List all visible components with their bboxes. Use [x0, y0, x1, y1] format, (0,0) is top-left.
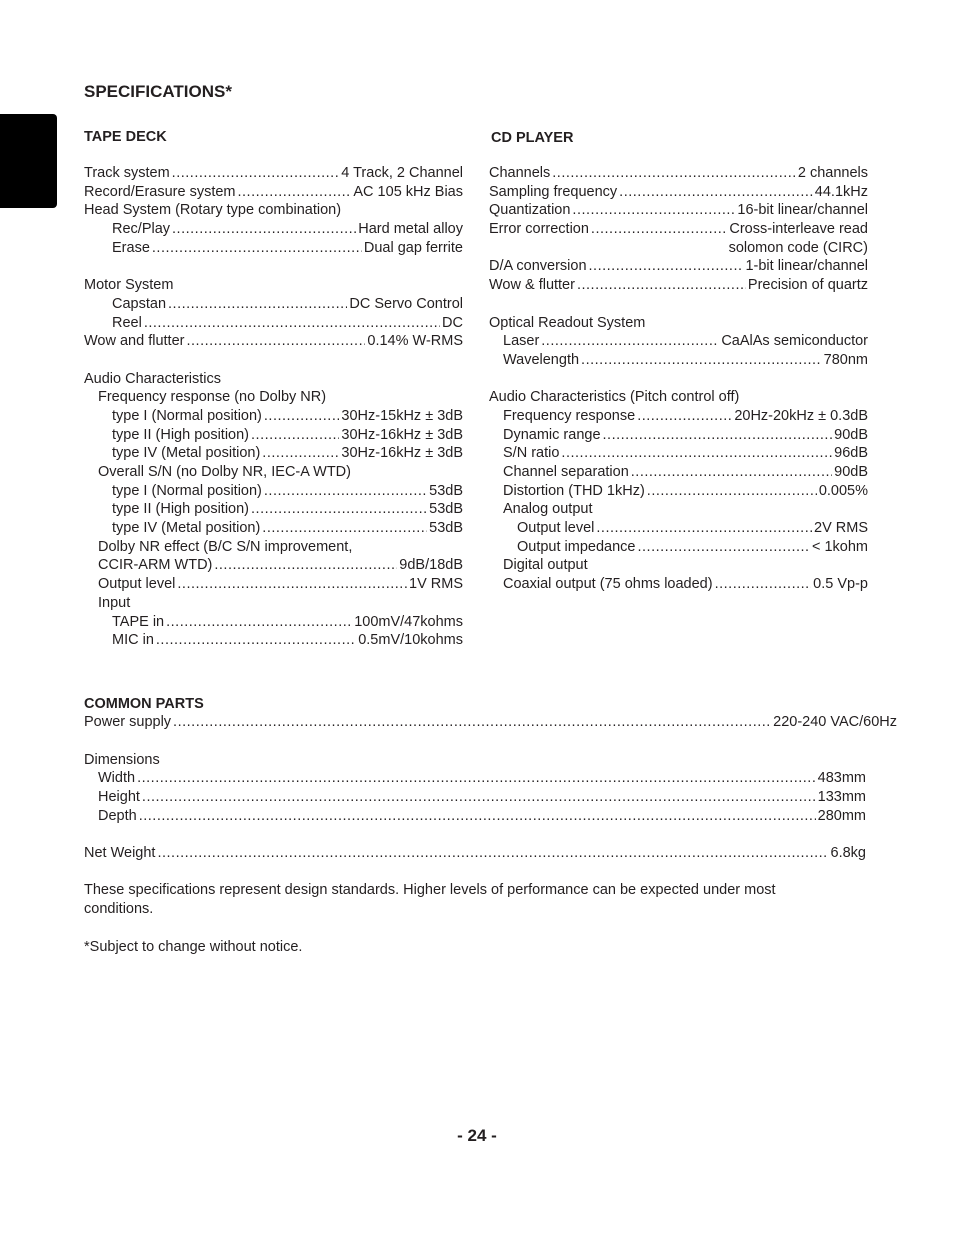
spec-label: Dimensions — [84, 751, 160, 768]
leader-dots — [715, 575, 812, 594]
spec-value: 1V RMS — [409, 576, 463, 593]
spec-row — [489, 220, 868, 239]
spec-label: type IV (Metal position) — [112, 520, 261, 537]
page-number: - 24 - — [457, 1126, 497, 1145]
spec-value: 0.14% W-RMS — [367, 333, 463, 350]
spec-value: 280mm — [817, 807, 866, 824]
leader-dots — [262, 519, 427, 538]
spec-row — [84, 388, 463, 407]
leader-dots — [561, 444, 832, 463]
leader-dots — [172, 220, 356, 239]
spec-row — [489, 407, 868, 426]
spec-value: solomon code (CIRC) — [728, 239, 868, 256]
spec-label: Dolby NR effect (B/C S/N improvement, — [98, 538, 353, 555]
spec-row — [84, 732, 866, 751]
spec-value: DC — [442, 314, 463, 331]
spec-row — [84, 183, 463, 202]
spec-row — [84, 257, 463, 276]
spec-row — [84, 769, 866, 788]
spec-row — [84, 220, 463, 239]
spec-value: 6.8kg — [830, 845, 866, 862]
spec-label: Analog output — [503, 501, 593, 518]
spec-row — [84, 239, 463, 258]
spec-row — [84, 751, 866, 770]
spec-row — [84, 594, 463, 613]
page-title: SPECIFICATIONS* — [84, 82, 232, 101]
leader-dots — [577, 276, 746, 295]
spec-label: Input — [98, 594, 131, 611]
spec-row — [84, 201, 463, 220]
spec-value: 133mm — [817, 789, 866, 806]
leader-dots — [591, 220, 727, 239]
leader-dots — [238, 183, 352, 202]
spec-row — [489, 276, 868, 295]
leader-dots — [251, 500, 427, 519]
spec-label: Record/Erasure system — [84, 183, 236, 200]
spec-row — [84, 370, 463, 389]
spec-label: Output impedance — [517, 538, 636, 555]
spec-row — [84, 500, 463, 519]
spec-value: 90dB — [834, 426, 868, 443]
leader-dots — [603, 426, 833, 445]
leader-dots — [264, 407, 340, 426]
spec-label: Motor System — [84, 277, 174, 294]
spec-label: Frequency response — [503, 407, 636, 424]
spec-row — [489, 556, 868, 575]
leader-dots — [156, 631, 356, 650]
spec-value: < 1kohm — [811, 538, 868, 555]
spec-value: 53dB — [429, 520, 463, 537]
spec-label: type II (High position) — [112, 426, 250, 443]
spec-value: CaAlAs semiconductor — [721, 333, 868, 350]
leader-dots — [186, 332, 365, 351]
spec-label: CCIR-ARM WTD) — [98, 557, 213, 574]
spec-label: Net Weight — [84, 845, 156, 862]
tape-deck-specs — [84, 164, 463, 650]
spec-value: Precision of quartz — [747, 277, 868, 294]
spec-label: Wavelength — [503, 351, 580, 368]
spec-row — [489, 351, 868, 370]
spec-row — [84, 631, 463, 650]
leader-dots — [631, 463, 832, 482]
spec-label: Laser — [503, 333, 540, 350]
spec-value: 0.005% — [818, 482, 868, 499]
leader-dots — [596, 519, 812, 538]
spec-row — [489, 201, 868, 220]
spec-row — [84, 556, 463, 575]
cd-player-specs — [489, 164, 868, 594]
spec-row — [489, 519, 868, 538]
spec-label: Wow and flutter — [84, 333, 185, 350]
spec-row — [84, 788, 866, 807]
spec-value: 2V RMS — [814, 520, 868, 537]
leader-dots — [647, 482, 817, 501]
spec-value: 0.5 Vp-p — [813, 576, 868, 593]
leader-dots — [139, 807, 816, 826]
spec-row — [84, 164, 463, 183]
spec-label: Overall S/N (no Dolby NR, IEC-A WTD) — [98, 464, 351, 480]
leader-dots — [581, 351, 822, 370]
spec-label: type II (High position) — [112, 501, 250, 518]
design-standards-note: These specifications represent design standards. Higher levels of performance can be expected under most conditions. — [84, 882, 776, 917]
spec-row — [489, 314, 868, 333]
leader-dots — [589, 257, 744, 276]
spec-value: 1-bit linear/channel — [745, 258, 868, 275]
spec-row — [489, 426, 868, 445]
spec-row — [84, 807, 866, 826]
spec-value: 9dB/18dB — [399, 557, 463, 574]
section-tab — [0, 114, 57, 208]
spec-value: 30Hz-16kHz ± 3dB — [341, 426, 463, 443]
spec-row — [84, 613, 463, 632]
spec-value: 20Hz-20kHz ± 0.3dB — [734, 407, 868, 424]
spec-value: 53dB — [429, 482, 463, 499]
spec-row — [489, 183, 868, 202]
spec-row — [489, 388, 868, 407]
spec-row — [84, 844, 866, 863]
spec-value: 53dB — [429, 501, 463, 518]
spec-label: Audio Characteristics (Pitch control off) — [489, 389, 740, 406]
spec-value: 30Hz-16kHz ± 3dB — [341, 445, 463, 462]
spec-row — [84, 575, 463, 594]
leader-dots — [619, 183, 813, 202]
spec-row — [84, 276, 463, 295]
spec-label: Power supply — [84, 714, 172, 730]
spec-label: TAPE in — [112, 613, 165, 630]
spec-value: Dual gap ferrite — [363, 239, 463, 256]
cd-player-heading: CD PLAYER — [491, 130, 574, 146]
spec-row — [84, 295, 463, 314]
spec-value: DC Servo Control — [349, 295, 463, 312]
spec-label: Track system — [84, 165, 170, 181]
spec-row — [489, 575, 868, 594]
spec-label: Error correction — [489, 221, 589, 238]
common-parts-specs — [84, 732, 866, 863]
spec-label: Audio Characteristics — [84, 370, 221, 387]
leader-dots — [541, 332, 719, 351]
spec-label: Optical Readout System — [489, 314, 646, 331]
leader-dots — [144, 314, 440, 333]
leader-dots — [152, 239, 362, 258]
spec-row — [489, 332, 868, 351]
spec-row — [84, 713, 897, 732]
leader-dots — [166, 613, 352, 632]
spec-value: 100mV/47kohms — [354, 613, 463, 630]
spec-row — [489, 257, 868, 276]
spec-label: Output level — [98, 576, 176, 593]
spec-label: S/N ratio — [503, 445, 560, 462]
spec-row — [84, 482, 463, 501]
spec-row — [84, 444, 463, 463]
spec-label: MIC in — [112, 632, 154, 649]
spec-value: 483mm — [817, 770, 866, 787]
spec-row — [489, 239, 868, 258]
spec-row — [84, 351, 463, 370]
spec-label: Width — [98, 770, 136, 787]
spec-label: Height — [98, 789, 140, 806]
spec-value: 4 Track, 2 Channel — [341, 165, 463, 181]
spec-label: Dynamic range — [503, 426, 601, 443]
spec-row — [84, 314, 463, 333]
spec-value: 0.5mV/10kohms — [358, 632, 463, 649]
spec-row — [84, 332, 463, 351]
spec-value: 16-bit linear/channel — [737, 202, 868, 219]
power-supply-spec — [84, 713, 897, 732]
spec-value: 90dB — [834, 464, 868, 480]
leader-dots — [214, 556, 397, 575]
spec-label: Digital output — [503, 557, 588, 574]
leader-dots — [142, 788, 816, 807]
leader-dots — [264, 482, 427, 501]
spec-row — [489, 444, 868, 463]
leader-dots — [137, 769, 816, 788]
footnote: *Subject to change without notice. — [84, 939, 303, 955]
spec-row — [84, 426, 463, 445]
leader-dots — [173, 713, 771, 732]
spec-row — [84, 538, 463, 557]
common-parts-heading: COMMON PARTS — [84, 696, 204, 712]
spec-label: Head System (Rotary type combination) — [84, 202, 342, 219]
spec-row — [84, 519, 463, 538]
leader-dots — [637, 407, 732, 426]
spec-row — [489, 463, 868, 482]
spec-value: 44.1kHz — [814, 183, 868, 200]
spec-label: Coaxial output (75 ohms loaded) — [503, 576, 713, 593]
spec-row — [489, 538, 868, 557]
spec-row — [489, 164, 868, 183]
spec-label: Quantization — [489, 202, 571, 219]
leader-dots — [168, 295, 347, 314]
spec-row — [489, 370, 868, 389]
spec-row — [84, 825, 866, 844]
leader-dots — [572, 201, 735, 220]
tape-deck-heading: TAPE DECK — [84, 129, 167, 145]
spec-label: D/A conversion — [489, 258, 587, 275]
spec-label: Sampling frequency — [489, 183, 618, 200]
spec-row — [84, 463, 463, 482]
spec-label: Rec/Play — [112, 221, 171, 238]
spec-label: Frequency response (no Dolby NR) — [98, 389, 327, 406]
spec-label: Depth — [98, 807, 137, 824]
spec-label: Distortion (THD 1kHz) — [503, 482, 645, 499]
spec-label: type IV (Metal position) — [112, 445, 261, 462]
leader-dots — [638, 538, 810, 557]
spec-row — [489, 295, 868, 314]
spec-value: 96dB — [834, 445, 868, 462]
spec-label: Wow & flutter — [489, 277, 575, 294]
spec-label: Erase — [112, 239, 150, 256]
spec-label: Channel separation — [503, 464, 629, 480]
spec-value: Hard metal alloy — [358, 221, 463, 238]
spec-value: 30Hz-15kHz ± 3dB — [341, 407, 463, 424]
spec-value: 220-240 VAC/60Hz — [773, 714, 897, 730]
spec-label: Reel — [112, 314, 142, 331]
spec-value: AC 105 kHz Bias — [353, 183, 463, 200]
spec-row — [84, 407, 463, 426]
spec-label: Capstan — [112, 295, 167, 312]
spec-label: Channels — [489, 165, 551, 181]
spec-label: type I (Normal position) — [112, 482, 262, 499]
leader-dots — [262, 444, 339, 463]
spec-row — [489, 500, 868, 519]
leader-dots — [552, 164, 796, 183]
spec-label: type I (Normal position) — [112, 407, 262, 424]
spec-value: 780nm — [823, 351, 868, 368]
leader-dots — [251, 426, 339, 445]
leader-dots — [172, 164, 340, 183]
spec-label: Output level — [517, 520, 595, 537]
spec-row — [489, 482, 868, 501]
spec-value: Cross-interleave read — [729, 221, 868, 238]
leader-dots — [157, 844, 828, 863]
leader-dots — [177, 575, 407, 594]
spec-value: 2 channels — [797, 165, 868, 181]
